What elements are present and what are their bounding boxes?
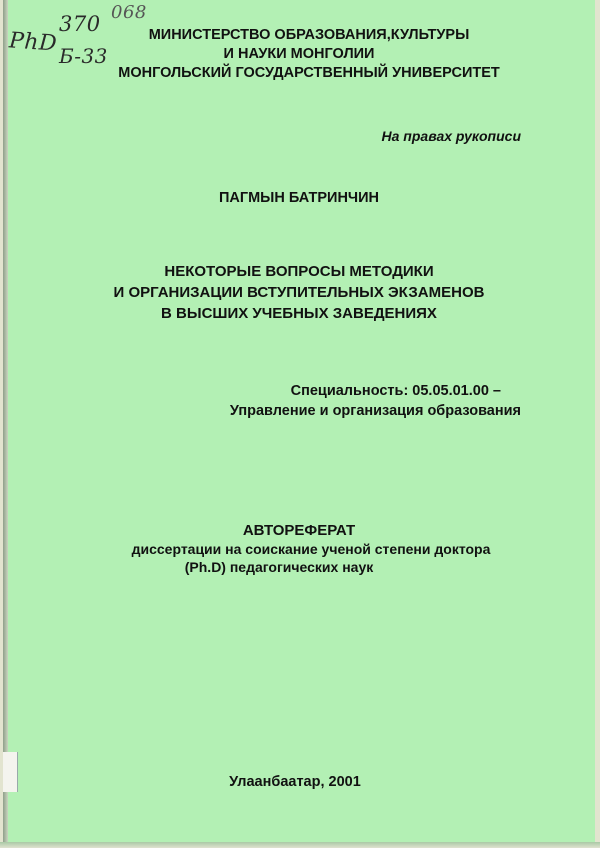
scan-bottom-edge <box>0 842 600 848</box>
handwritten-code: Б-33 <box>59 44 108 68</box>
title-line-2: И ОРГАНИЗАЦИИ ВСТУПИТЕЛЬНЫХ ЭКЗАМЕНОВ <box>113 284 485 301</box>
ministry-line-1: МИНИСТЕРСТВО ОБРАЗОВАНИЯ,КУЛЬТУРЫ <box>148 27 470 43</box>
abstract-heading: АВТОРЕФЕРАТ <box>242 522 356 539</box>
title-line-1: НЕКОТОРЫЕ ВОПРОСЫ МЕТОДИКИ <box>164 263 434 280</box>
title-line-3: В ВЫСШИХ УЧЕБНЫХ ЗАВЕДЕНИЯХ <box>161 305 437 322</box>
handwritten-number: 370 <box>59 12 101 36</box>
city-year: Улаанбаатар, 2001 <box>229 774 361 790</box>
specialty-code: Специальность: 05.05.01.00 – <box>290 383 501 399</box>
handwritten-number-faint: 068 <box>111 2 147 23</box>
abstract-description-2: (Ph.D) педагогических наук <box>184 559 374 575</box>
handwritten-phd: PhD <box>8 28 58 57</box>
ministry-line-2: И НАУКИ МОНГОЛИИ <box>223 46 375 62</box>
specialty-name: Управление и организация образования <box>229 403 521 419</box>
university-name: МОНГОЛЬСКИЙ ГОСУДАРСТВЕННЫЙ УНИВЕРСИТЕТ <box>118 65 500 81</box>
abstract-description-1: диссертации на соискание ученой степени доктора <box>131 541 491 557</box>
title-page <box>3 0 595 848</box>
page-edge-shadow <box>3 0 8 848</box>
author-name: ПАГМЫН БАТРИНЧИН <box>218 190 379 206</box>
manuscript-note: На правах рукописи <box>381 128 521 144</box>
